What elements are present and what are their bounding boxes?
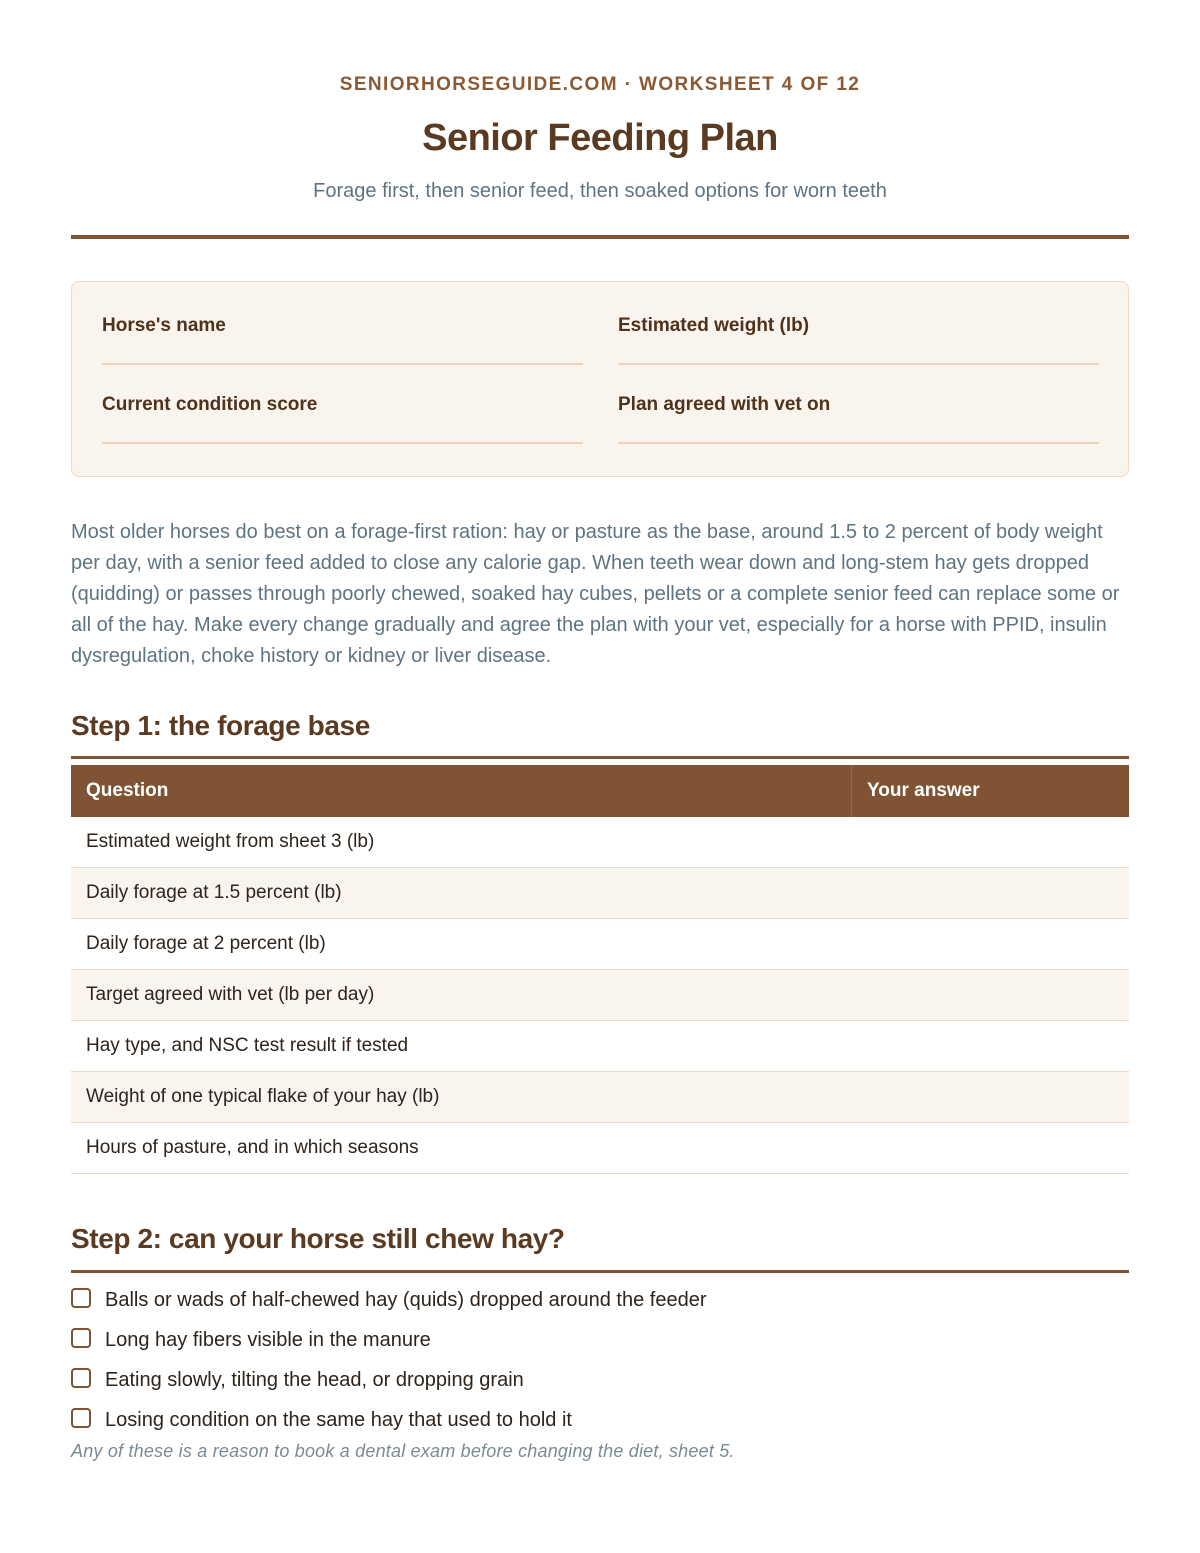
question-cell: Daily forage at 2 percent (lb) xyxy=(86,933,326,954)
question-cell: Estimated weight from sheet 3 (lb) xyxy=(86,831,375,852)
step1-heading: Step 1: the forage base xyxy=(71,710,370,741)
table-row xyxy=(71,1123,1129,1174)
table-row xyxy=(71,1072,1129,1123)
condition-score-input-line[interactable] xyxy=(102,442,583,444)
step1-divider xyxy=(71,756,1129,759)
answer-cell[interactable] xyxy=(852,817,1129,867)
worksheet-kicker: SENIORHORSEGUIDE.COM · WORKSHEET 4 OF 12 xyxy=(339,74,861,95)
step2-divider xyxy=(71,1270,1129,1273)
chewing-checklist xyxy=(71,1280,1129,1440)
horse-info-card xyxy=(71,281,1129,477)
question-cell: Hay type, and NSC test result if tested xyxy=(86,1035,409,1056)
answer-cell[interactable] xyxy=(852,868,1129,918)
answer-column-header: Your answer xyxy=(867,780,980,801)
table-row xyxy=(71,1021,1129,1072)
table-row xyxy=(71,817,1129,868)
table-header xyxy=(71,765,1129,817)
question-cell: Target agreed with vet (lb per day) xyxy=(86,984,375,1005)
vet-agreement-date-label: Plan agreed with vet on xyxy=(618,394,831,415)
checklist-item[interactable] xyxy=(71,1400,1129,1440)
answer-cell[interactable] xyxy=(852,1123,1129,1173)
estimated-weight-field[interactable] xyxy=(618,315,1099,337)
dental-exam-note: Any of these is a reason to book a dental exam before changing the diet, sheet 5. xyxy=(71,1441,735,1461)
checkbox[interactable] xyxy=(71,1288,91,1308)
estimated-weight-label: Estimated weight (lb) xyxy=(618,315,810,336)
checklist-item[interactable] xyxy=(71,1360,1129,1400)
page-subtitle: Forage first, then senior feed, then soaked options for worn teeth xyxy=(313,180,887,202)
question-cell: Weight of one typical flake of your hay (lb) xyxy=(86,1086,440,1107)
question-cell: Daily forage at 1.5 percent (lb) xyxy=(86,882,342,903)
forage-base-table xyxy=(71,765,1129,1174)
table-row xyxy=(71,868,1129,919)
checklist-item[interactable] xyxy=(71,1280,1129,1320)
question-column-header: Question xyxy=(71,765,852,817)
condition-score-label: Current condition score xyxy=(102,394,318,415)
vet-agreement-date-field[interactable] xyxy=(618,394,1099,416)
horse-name-label: Horse's name xyxy=(102,315,226,336)
step2-heading: Step 2: can your horse still chew hay? xyxy=(71,1223,565,1254)
vet-agreement-date-input-line[interactable] xyxy=(618,442,1099,444)
header-divider xyxy=(71,235,1129,239)
question-cell: Hours of pasture, and in which seasons xyxy=(86,1137,419,1158)
horse-name-input-line[interactable] xyxy=(102,363,583,365)
checklist-item-label: Long hay fibers visible in the manure xyxy=(105,1328,431,1351)
checkbox[interactable] xyxy=(71,1368,91,1388)
table-row xyxy=(71,919,1129,970)
answer-cell[interactable] xyxy=(852,970,1129,1020)
intro-paragraph: Most older horses do best on a forage-first ration: hay or pasture as the base, around 1.5 to 2 percent of body weight per day, with a senior feed added to close any calorie gap. When teeth wear down and long-stem hay gets dropped (quidding) or passes through poorly chewed, soaked hay cubes, pellets or a complete senior feed can replace some or all of the hay. Make every change gradually and agree the plan with your vet, especially for a horse with PPID, insulin dysregulation, choke history or kidney or liver disease. xyxy=(71,521,1120,667)
checklist-item-label: Eating slowly, tilting the head, or dropping grain xyxy=(105,1368,524,1391)
checkbox[interactable] xyxy=(71,1408,91,1428)
table-row xyxy=(71,970,1129,1021)
answer-cell[interactable] xyxy=(852,919,1129,969)
page-title: Senior Feeding Plan xyxy=(422,117,778,159)
answer-cell[interactable] xyxy=(852,1072,1129,1122)
answer-cell[interactable] xyxy=(852,1021,1129,1071)
checklist-item[interactable] xyxy=(71,1320,1129,1360)
checkbox[interactable] xyxy=(71,1328,91,1348)
checklist-item-label: Losing condition on the same hay that used to hold it xyxy=(105,1408,572,1431)
estimated-weight-input-line[interactable] xyxy=(618,363,1099,365)
horse-name-field[interactable] xyxy=(102,315,583,337)
condition-score-field[interactable] xyxy=(102,394,583,416)
checklist-item-label: Balls or wads of half-chewed hay (quids) dropped around the feeder xyxy=(105,1288,707,1311)
